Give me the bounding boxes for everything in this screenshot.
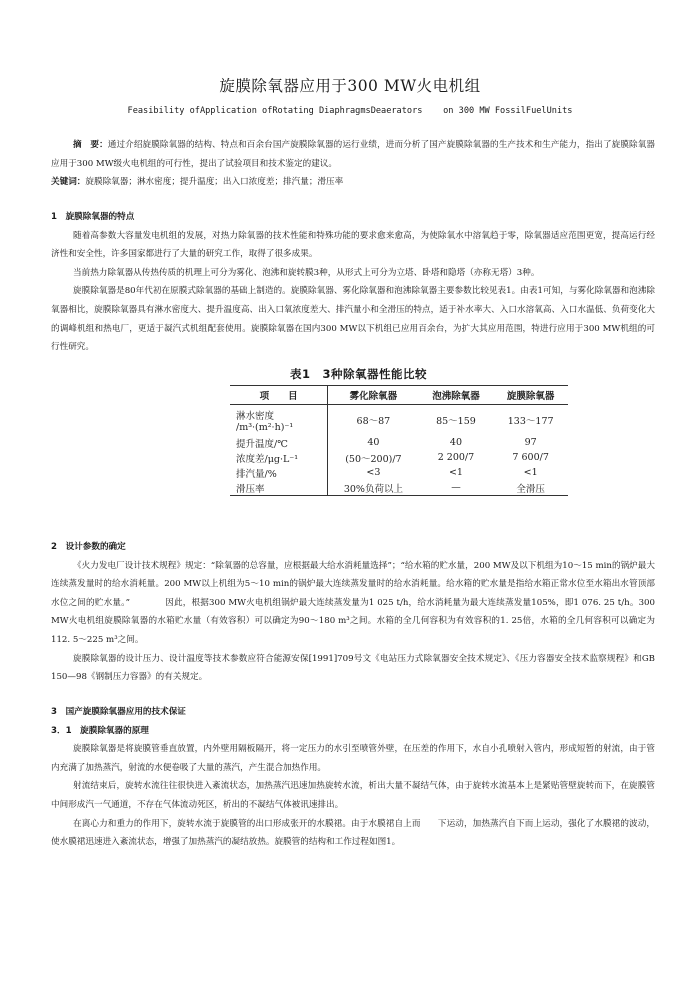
table-row-label: 滑压率 bbox=[230, 480, 328, 496]
section-2 bbox=[51, 538, 655, 687]
paper-english-title: Feasibility ofApplication ofRotating DiaphragmsDeaerators on 300 MW FossilFuelUnits bbox=[127, 106, 573, 116]
table-cell: 40 bbox=[449, 437, 462, 448]
table-cell: <1 bbox=[523, 467, 538, 478]
section-3-para-2: 射流结束后，旋转水流往往很快进入紊流状态，加热蒸汽迅速加热旋转水流，析出大量不凝结气体，由于旋转水流基本上是紧贴管壁旋转而下，在旋膜管中间形成汽一气通道，不存在气体流动死区，析出的不凝结气体被讯速排出。 bbox=[51, 781, 655, 810]
paper-title: 旋膜除氧器应用于300 MW火电机组 bbox=[219, 77, 481, 95]
section-3-para-1: 旋膜除氧器是将旋膜管垂直放置，内外壁用隔板隔开，将一定压力的水引至喷管外壁，在压差的作用下，水自小孔喷射入管内，形成短暂的射流，由于管内充满了加热蒸汽，射流的水便卷吸了大量的蒸汽，产生混合加热作用。 bbox=[51, 744, 655, 773]
section-3 bbox=[51, 703, 655, 852]
table-cell: <3 bbox=[366, 467, 381, 478]
abstract-block bbox=[51, 136, 655, 192]
section-2-heading: 2 设计参数的确定 bbox=[51, 542, 126, 552]
table-header-cell: 雾化除氧器 bbox=[328, 386, 419, 405]
comparison-table bbox=[230, 385, 568, 496]
table-title: 表1 3种除氧器性能比较 bbox=[290, 367, 428, 381]
keywords-label: 关键词： bbox=[51, 177, 86, 188]
table-cell: 85～159 bbox=[436, 416, 476, 427]
abstract bbox=[51, 136, 655, 173]
section-1-heading: 1 旋膜除氧器的特点 bbox=[51, 212, 135, 222]
section-2-para-2: 旋膜除氧器的设计压力、设计温度等技术参数应符合能源安保[1991]709号文《电站压力式除氧器安全技术规定》、《压力容器安全技术监察规程》和GB 150—98《钢制压力容器》的有关规定。 bbox=[51, 653, 655, 683]
table-cell: 68～87 bbox=[356, 416, 391, 427]
table-header-cell: 泡沸除氧器 bbox=[419, 386, 494, 405]
section-3-heading: 3 国产旋膜除氧器应用的技术保证 bbox=[51, 707, 186, 717]
section-1 bbox=[51, 208, 655, 357]
section-1-para-3: 旋膜除氧器是80年代初在原膜式除氧器的基础上制造的。旋膜除氧器、雾化除氧器和泡沸除氧器主要参数比较见表1。由表1可知，与雾化除氧器和泡沸除氧器相比，旋膜除氧器具有淋水密度大、提升温度高、出入口氧浓度差大、排汽量小和全滑压的特点，适于补水率大、入口水溶氧高、入口水温低、负荷变化大的调峰机组和热电厂，更适于凝汽式机组配套使用。旋膜除氧器在国内300 MW以下机组已应用百余台，为扩大其应用范围，特进行应用于300 MW机组的可行性研究。 bbox=[51, 286, 655, 353]
table-cell: <1 bbox=[448, 467, 463, 478]
table-row bbox=[230, 435, 568, 450]
section-2-para-1: 《火力发电厂设计技术规程》规定：“除氧器的总容量，应根据最大给水消耗量选择”；“给水箱的贮水量，200 MW及以下机组为10～15 min的锅炉最大连续蒸发量时的给水消耗量。200 MW以上机组为5～10 min的锅炉最大连续蒸发量时的给水消耗量。给水箱的贮水量是指给水箱正常水位至水箱出水管顶部水位之间的贮水量。” 因此，根据300 MW火电机组锅炉最大连续蒸发量为1 025 t/h，给水消耗量为最大连续蒸发量105%，即1 076. 25 t/h。300 MW火电机组旋膜除氧器的水箱贮水量（有效容积）可以确定为90～180 m³之间。水箱的全几何容积为有效容积的1. 25倍，水箱的全几何容积可以确定为112. 5～225 m³之间。 bbox=[51, 560, 655, 645]
section-3-1-heading: 3．1 旋膜除氧器的原理 bbox=[51, 725, 149, 736]
table-row bbox=[230, 450, 568, 465]
table-cell: 97 bbox=[524, 437, 537, 448]
abstract-text: 通过介绍旋膜除氧器的结构、特点和百余台国产旋膜除氧器的运行业绩，进而分析了国产旋膜除氧器的生产技术和生产能力，指出了旋膜除氧器应用于300 MW级火电机组的可行性，提出了试验项目和技术鉴定的建议。 bbox=[51, 140, 655, 169]
table-cell: 7 600/7 bbox=[512, 452, 549, 463]
table-row-label: 提升温度/℃ bbox=[230, 435, 328, 450]
keywords-text: 旋膜除氧器；淋水密度；提升温度；出入口浓度差；排汽量；滑压率 bbox=[85, 177, 344, 188]
table-cell: 40 bbox=[367, 437, 380, 448]
table-row bbox=[230, 480, 568, 496]
keywords bbox=[51, 173, 655, 192]
table-row-label: 浓度差/μg·L⁻¹ bbox=[230, 450, 328, 465]
table-row-label-line-2: /m³·(m²·h)⁻¹ bbox=[236, 421, 294, 433]
table-header-row bbox=[230, 386, 568, 405]
section-3-para-3: 在离心力和重力的作用下，旋转水流于旋膜管的出口形成张开的水膜裙。由于水膜裙自上而 下运动，加热蒸汽自下而上运动，强化了水膜裙的波动，使水膜裙迅速进入紊流状态，增强了加热蒸汽的凝结放热。旋膜管的结构和工作过程如图1。 bbox=[51, 818, 655, 848]
table-row-label: 排汽量/% bbox=[230, 465, 328, 480]
table-header-cell: 项 目 bbox=[230, 386, 328, 405]
table-cell: 全滑压 bbox=[493, 480, 568, 496]
table-cell: 2 200/7 bbox=[437, 452, 475, 463]
table-row-label-line-1: 淋水密度 bbox=[236, 410, 275, 422]
section-1-para-2: 当前热力除氧器从传热传质的机理上可分为雾化、泡沸和旋转膜3种，从形式上可分为立塔、卧塔和隐塔（亦称无塔）3种。 bbox=[73, 267, 540, 278]
table-row bbox=[230, 465, 568, 480]
table-cell: (50～200)/7 bbox=[345, 453, 402, 465]
section-1-para-1: 随着高参数大容量发电机组的发展，对热力除氧器的技术性能和特殊功能的要求愈来愈高，为使除氧水中溶氧趋于零，除氧器适应范围更宽，提高运行经济性和安全性，许多国家都进行了大量的研究工作，取得了很多成果。 bbox=[51, 230, 655, 260]
table-header-cell: 旋膜除氧器 bbox=[493, 386, 568, 405]
abstract-label: 摘 要： bbox=[73, 140, 108, 150]
table-cell: — bbox=[419, 480, 494, 496]
table-row-label bbox=[230, 405, 328, 436]
table-cell: 133～177 bbox=[507, 416, 554, 427]
table-cell: 30%负荷以上 bbox=[328, 480, 419, 496]
table-row bbox=[230, 405, 568, 436]
